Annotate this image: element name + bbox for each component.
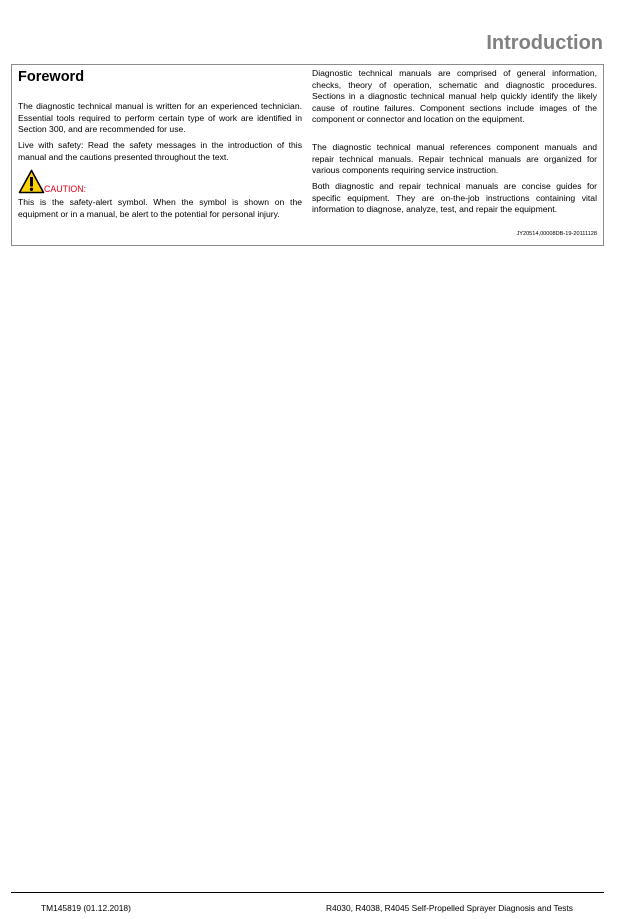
paragraph: Diagnostic technical manuals are comprised of general information, checks, theory of operation, schematic and diagnostic procedures. Sections in a diagnostic technical manual help quickly identify the likely cause of routine failures. Component sections include images of the component or connector and location on the equipment. [312, 68, 597, 124]
warning-triangle-icon [18, 169, 45, 194]
paragraph: The diagnostic technical manual is written for an experienced technician. Essential tools required to perform certain type of work are identified in Section 300, and are recommended for use. [18, 101, 302, 134]
foreword-box [11, 64, 604, 246]
document-id: JY20514,00008DB-19-20111128 [516, 231, 597, 237]
caution-label: CAUTION: [44, 184, 87, 194]
paragraph: Live with safety: Read the safety messages in the introduction of this manual and the cautions presented throughout the text. [18, 140, 302, 162]
paragraph: The diagnostic technical manual references component manuals and repair technical manuals. Repair technical manuals are organized for various components requiring service instruction. [312, 142, 597, 175]
section-heading: Foreword [18, 69, 85, 85]
caution-block [18, 169, 302, 195]
right-column [312, 65, 597, 245]
caution-text: This is the safety-alert symbol. When the symbol is shown on the equipment or in a manual, be alert to the potential for personal injury. [18, 197, 302, 219]
paragraph: Both diagnostic and repair technical manuals are concise guides for specific equipment. They are on-the-job instructions containing vital information to diagnose, analyze, test, and repair the equipment. [312, 181, 597, 214]
footer-manual-number: TM145819 (01.12.2018) [41, 903, 131, 913]
footer-divider [11, 892, 604, 893]
footer-manual-title: R4030, R4038, R4045 Self-Propelled Sprayer Diagnosis and Tests [325, 903, 573, 913]
left-column [18, 65, 302, 245]
page-title: Introduction [486, 32, 603, 54]
